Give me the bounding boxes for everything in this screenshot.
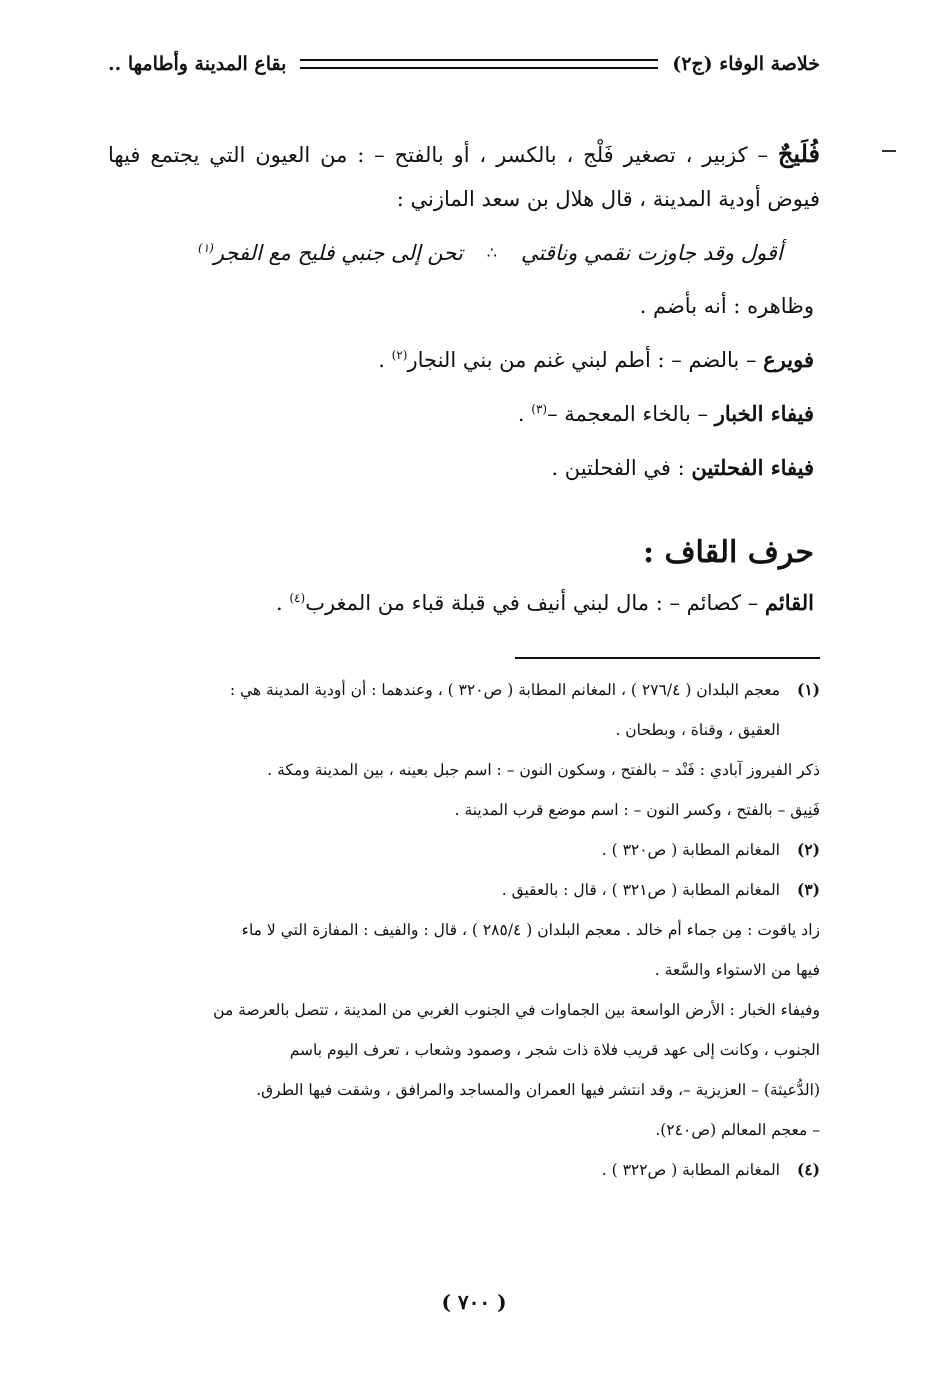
chapter-title: بقاع المدينة وأطامها .. [108,53,287,75]
footnote-number: (٢) [796,840,820,859]
footnote-number: (١) [796,680,820,699]
entry-al-qaim [108,581,820,625]
header-rule [300,59,658,69]
entry-end: . [517,402,532,426]
footnote-3-line-6: (الدُّعيثة) – العزيزية –، وقد انتشر فيها العمران والمساجد والمرافق ، وشقت فيها الطرق. [256,1081,820,1099]
poetry-verse [108,229,820,277]
entry-term: فيفاء الخبار [714,401,814,426]
footnote-1 [108,670,820,710]
footnote-ref-2: (٢) [391,348,408,362]
verse-first-hemistich: أقول وقد جاوزت نقمي وناقتي [520,241,783,265]
footnote-3-line-7: – معجم المعالم (ص٢٤٠). [655,1121,820,1139]
footnote-ref-4: (٤) [289,591,306,605]
footnote-number: (٤) [796,1160,820,1179]
footnote-text: معجم البلدان ( ٢٧٦/٤ ) ، المغانم المطابة ( ص٣٢٠ ) ، وعندهما : أن أودية المدينة هي : [229,681,780,699]
entry-term: القائم [764,590,814,615]
verse-second-hemistich [198,229,463,277]
section-heading-qaf: حرف القاف : [642,535,814,570]
footnote-4 [108,1150,820,1190]
entry-text: – بالخاء المعجمة – [547,402,709,426]
book-title: خلاصة الوفاء (ج٢) [672,53,820,75]
entry-end: . [378,348,392,372]
main-text [108,132,820,625]
footnote-1-line-4: فَنِيق – بالفتح ، وكسر النون – : اسم موضع قرب المدينة . [454,801,820,819]
footnote-ref-1: (١) [198,241,214,255]
footnote-number: (٣) [796,880,820,899]
footnote-3-line-2: زاد ياقوت : مِن جماء أم خالد . معجم البلدان ( ٢٨٥/٤ ) ، قال : والفيف : المفازة التي لا ماء [241,921,820,939]
footnote-3-line-3: فيها من الاستواء والسَّعة . [654,961,820,979]
footnote-text: المغانم المطابة ( ص٣٢١ ) ، قال : بالعقيق . [501,881,780,899]
entry-text: – كصائم – : مال لبني أنيف في قبلة قباء من المغرب [305,591,759,615]
entry-text: : في الفحلتين . [551,456,685,480]
running-header [108,44,820,84]
intro-text-line-1: – كزبير ، تصغير فَلْج ، بالكسر ، أو بالفتح – : من العيون التي [209,143,768,167]
footnote-1-line-2: العقيق ، وقناة ، وبطحان . [615,721,780,739]
footnote-1-line-3: ذكر الفيروز آبادي : فَنْد – بالفتح ، وسكون النون – : اسم جبل بعينه ، بين المدينة ومكة . [267,761,820,779]
verse-second-text: تحن إلى جنبي فليح مع الفجر [213,241,463,265]
footnote-3 [108,870,820,910]
entry-fayfa-al-khabar [108,387,820,441]
footnote-text: المغانم المطابة ( ص٣٢٢ ) . [601,1161,780,1179]
entry-fuwayri [108,333,820,387]
footnote-3-line-4: وفيفاء الخبار : الأرض الواسعة بين الجماوات في الجنوب الغربي من المدينة ، تتصل بالعرصة من [213,1001,820,1019]
entry-term-fulayj: فُلَيجٌ [777,139,821,168]
footnote-2 [108,830,820,870]
footnote-3-line-5: الجنوب ، وكانت إلى عهد قريب فلاة ذات شجر ، وصمود وشعاب ، تعرف اليوم باسم [289,1041,820,1059]
verse-separator: ∴ [486,243,497,262]
dhahir-line: وظاهره : أنه بأضم . [639,294,814,318]
footnote-separator [515,657,820,659]
footnote-text: المغانم المطابة ( ص٣٢٠ ) . [601,841,780,859]
intro-paragraph [108,132,820,221]
entry-end: . [276,591,290,615]
page-number: ( ٧٠٠ ) [441,1290,507,1314]
entry-term: فويرع [763,347,814,372]
entry-fayfa-al-fahlatayn [108,441,820,495]
margin-mark [882,150,896,152]
intro-text-line-2: يجتمع فيها فيوض أودية المدينة ، قال هلال بن سعد المازني : [108,143,820,211]
entry-text: – بالضم – : أطم لبني غنم من بني النجار [407,348,757,372]
entry-term: فيفاء الفحلتين [691,455,814,480]
footnote-ref-3: (٣) [531,402,548,416]
footnotes [108,670,820,1190]
